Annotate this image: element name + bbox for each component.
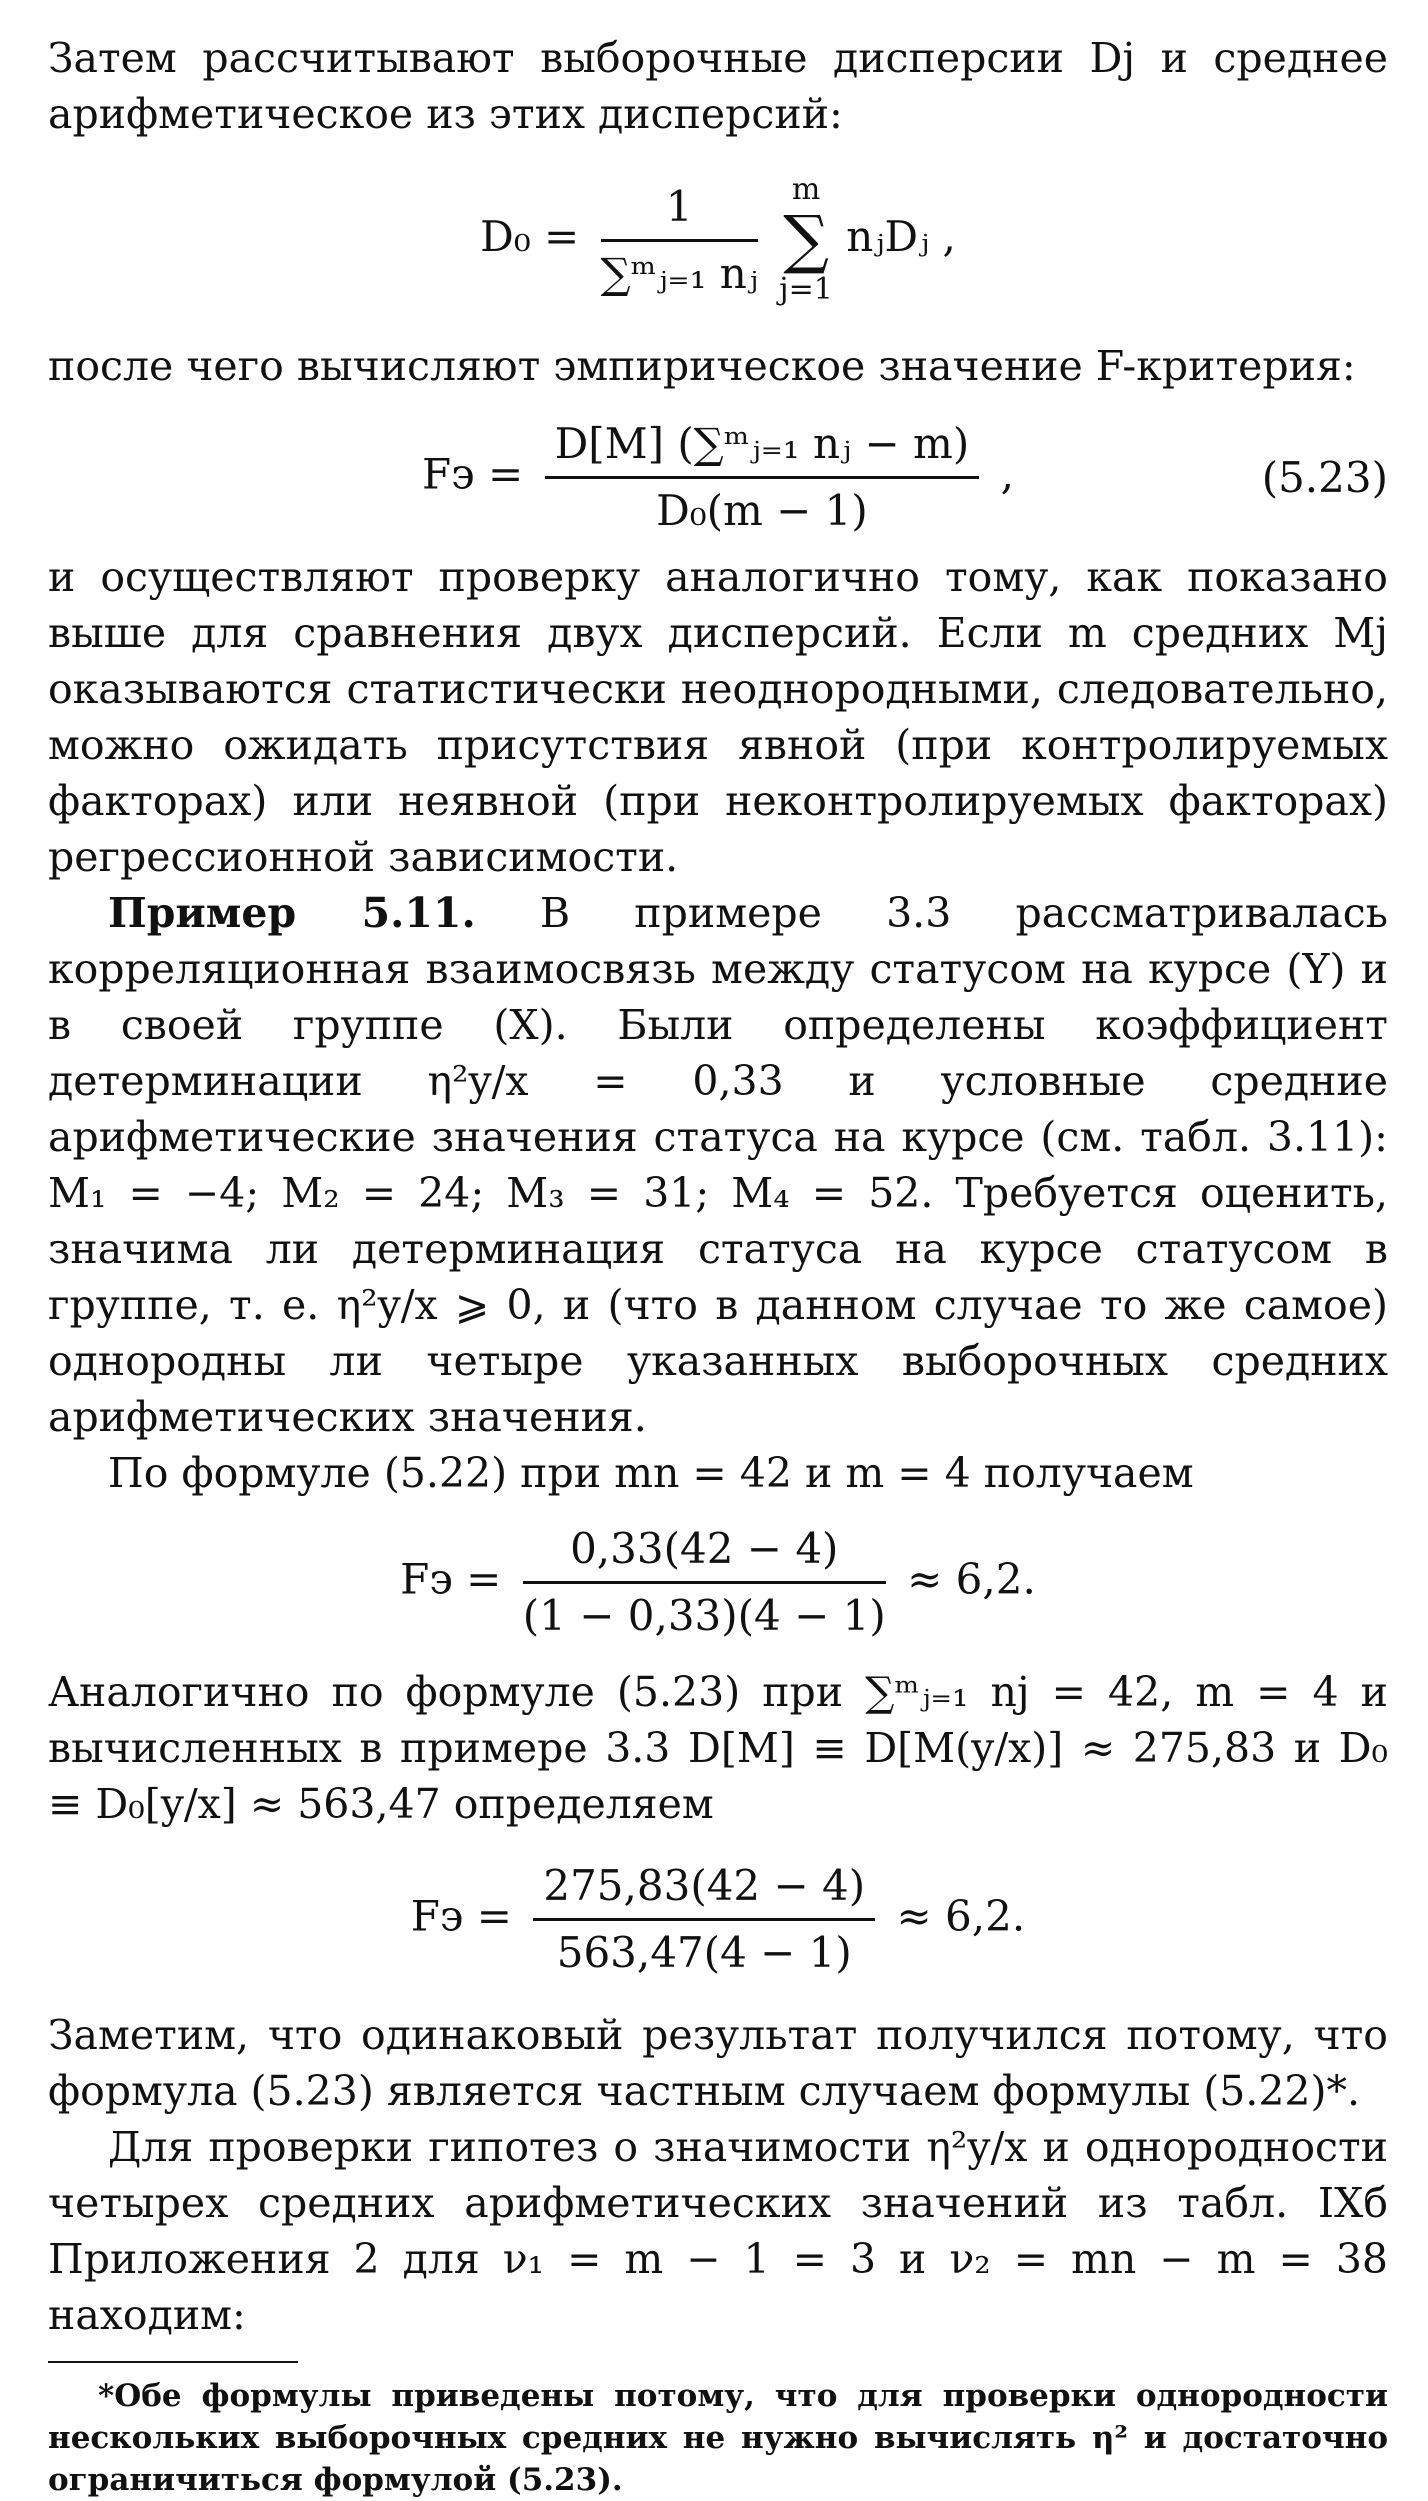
- formula-d0-lhs: D₀ =: [480, 212, 580, 261]
- formula-calc-2: [48, 1858, 1388, 1981]
- sigma-symbol: ∑: [783, 203, 829, 277]
- formula-calc-1-lhs: Fэ =: [400, 1554, 502, 1604]
- example-label: Пример 5.11.: [108, 889, 476, 937]
- example-text: В примере 3.3 рассматривалась корреляционная взаимосвязь между статусом на курсе (Y) и в своей группе (X). Были определены коэффициент детерминации η²y/x = 0,33 и условные средние арифметические значения статуса на курсе (см. табл. 3.11): M₁ = −4; M₂ = 24; M₃ = 31; M₄ = 52. Требуется оценить, значима ли детерминация статуса на курсе статусом в группе, т. е. η²y/x ⩾ 0, и (что в данном случае то же самое) однородны ли четыре указанных выборочных средних арифметических значения.: [48, 889, 1388, 1441]
- formula-d0-fraction: [601, 179, 758, 302]
- paragraph-analog: Аналогично по формуле (5.23) при ∑ᵐⱼ₌₁ nj = 42, m = 4 и вычисленных в примере 3.3 D[M] ≡ D[M(y/x)] ≈ 275,83 и D₀ ≡ D₀[y/x] ≈ 563,47 определяем: [48, 1668, 1388, 1828]
- formula-d0: [48, 172, 1388, 308]
- paragraph-f-criterion: после чего вычисляют эмпирическое значение F-критерия:: [48, 342, 1356, 390]
- formula-calc-2-denominator: 563,47(4 − 1): [556, 1928, 852, 1977]
- formula-calc-1-denominator: (1 − 0,33)(4 − 1): [522, 1591, 886, 1640]
- formula-d0-rhs: nⱼDⱼ ,: [846, 212, 956, 261]
- equation-number: (5.23): [1261, 452, 1388, 502]
- formula-d0-sum-bottom: j=1: [779, 272, 833, 307]
- formula-5-23-tail: ,: [1000, 449, 1014, 499]
- formula-5-23: [48, 416, 1388, 539]
- formula-5-23-lhs: Fэ =: [422, 449, 524, 499]
- page-body: [48, 30, 1388, 2501]
- formula-calc-2-lhs: Fэ =: [410, 1891, 512, 1941]
- formula-calc-1: [48, 1521, 1388, 1644]
- formula-5-23-numerator: D[M] (∑ᵐⱼ₌₁ nⱼ − m): [545, 416, 980, 479]
- formula-5-23-denominator: D₀(m − 1): [656, 486, 868, 535]
- formula-calc-1-fraction: [523, 1521, 886, 1644]
- paragraph-note: Заметим, что одинаковый результат получился потому, что формула (5.23) является частным случаем формулы (5.22)*.: [48, 2011, 1388, 2115]
- formula-calc-2-fraction: [533, 1858, 875, 1981]
- formula-d0-numerator: 1: [601, 179, 758, 242]
- formula-calc-2-rhs: ≈ 6,2.: [896, 1891, 1026, 1941]
- paragraph-example: [48, 885, 1388, 1445]
- formula-d0-sum-top: m: [791, 172, 821, 207]
- formula-calc-2-numerator: 275,83(42 − 4): [533, 1858, 875, 1921]
- paragraph-check: и осуществляют проверку аналогично тому, как показано выше для сравнения двух дисперсий. Если m средних Mj оказываются статистически неоднородными, следовательно, можно ожидать присутствия явной (при контролируемых факторах) или неявной (при неконтролируемых факторах) регрессионной зависимости.: [48, 553, 1388, 881]
- formula-d0-sum: [779, 172, 833, 308]
- paragraph-hypothesis: Для проверки гипотез о значимости η²y/x и однородности четырех средних арифметических значений из табл. IXб Приложения 2 для ν₁ = m − 1 = 3 и ν₂ = mn − m = 38 находим:: [48, 2123, 1388, 2339]
- footnote: *Обе формулы приведены потому, что для проверки однородности нескольких выборочных средних не нужно вычислять η² и достаточно ограничиться формулой (5.23).: [48, 2378, 1388, 2498]
- formula-calc-1-rhs: ≈ 6,2.: [907, 1554, 1036, 1604]
- formula-d0-denominator: ∑ᵐⱼ₌₁ nⱼ: [600, 248, 758, 298]
- formula-calc-1-numerator: 0,33(42 − 4): [523, 1521, 886, 1584]
- paragraph-formula-522: По формуле (5.22) при mn = 42 и m = 4 получаем: [108, 1449, 1194, 1497]
- paragraph-intro: Затем рассчитывают выборочные дисперсии Dj и среднее арифметическое из этих дисперсий:: [48, 34, 1388, 138]
- formula-5-23-fraction: [545, 416, 980, 539]
- footnote-rule: [48, 2361, 298, 2363]
